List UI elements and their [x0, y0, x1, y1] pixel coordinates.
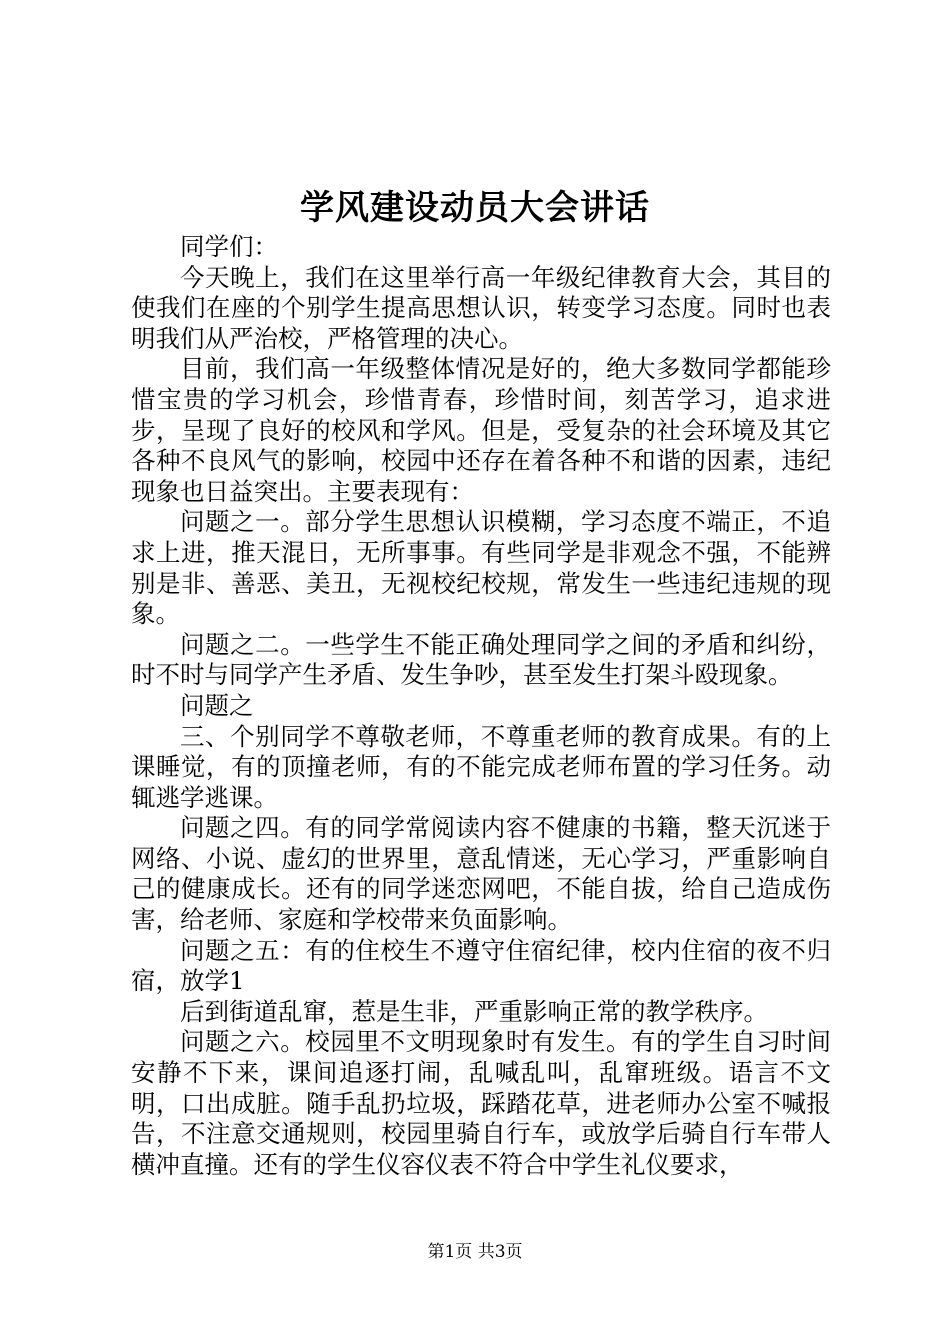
- paragraph-problem-6: 问题之六。校园里不文明现象时有发生。有的学生自习时间安静不下来，课间追逐打闹，乱喊乱叫，乱窜班级。语言不文明，口出成脏。随手乱扔垃圾，踩踏花草，进老师办公室不喊报告，不注意交通规则，校园里骑自行车，或放学后骑自行车带人横冲直撞。还有的学生仪容仪表不符合中学生礼仪要求，: [131, 1027, 831, 1179]
- paragraph-overview: 目前，我们高一年级整体情况是好的，绝大多数同学都能珍惜宝贵的学习机会，珍惜青春，珍惜时间，刻苦学习，追求进步，呈现了良好的校风和学风。但是，受复杂的社会环境及其它各种不良风气的影响，校园中还存在着各种不和谐的因素，违纪现象也日益突出。主要表现有：: [131, 354, 831, 506]
- paragraph-problem-3-heading: 问题之: [180, 690, 254, 720]
- paragraph-salutation: 同学们：: [180, 232, 278, 261]
- paragraph-intro: 今天晚上，我们在这里举行高一年级纪律教育大会，其目的使我们在座的个别学生提高思想认识，转变学习态度。同时也表明我们从严治校，严格管理的决心。: [131, 262, 831, 353]
- document-title: 学风建设动员大会讲话: [300, 188, 650, 228]
- paragraph-problem-1: 问题之一。部分学生思想认识模糊，学习态度不端正，不追求上进，推天混日，无所事事。有些同学是非观念不强，不能辨别是非、善恶、美丑，无视校纪校规，常发生一些违纪违规的现象。: [131, 507, 831, 629]
- document-body: [131, 232, 831, 1180]
- paragraph-problem-3: 三、个别同学不尊敬老师，不尊重老师的教育成果。有的上课睡觉，有的顶撞老师，有的不能完成老师布置的学习任务。动辄逃学逃课。: [131, 721, 831, 812]
- paragraph-problem-5: 问题之五：有的住校生不遵守住宿纪律，校内住宿的夜不归宿，放学1: [131, 935, 831, 996]
- paragraph-problem-4: 问题之四。有的同学常阅读内容不健康的书籍，整天沉迷于网络、小说、虚幻的世界里，意乱情迷，无心学习，严重影响自己的健康成长。还有的同学迷恋网吧，不能自拔，给自己造成伤害，给老师、家庭和学校带来负面影响。: [131, 813, 831, 935]
- paragraph-problem-5-continued: 后到街道乱窜，惹是生非，严重影响正常的教学秩序。: [180, 996, 768, 1026]
- paragraph-problem-2: 问题之二。一些学生不能正确处理同学之间的矛盾和纠纷，时不时与同学产生矛盾、发生争吵，甚至发生打架斗殴现象。: [131, 629, 831, 690]
- page-footer: 第1页 共3页: [427, 1242, 523, 1262]
